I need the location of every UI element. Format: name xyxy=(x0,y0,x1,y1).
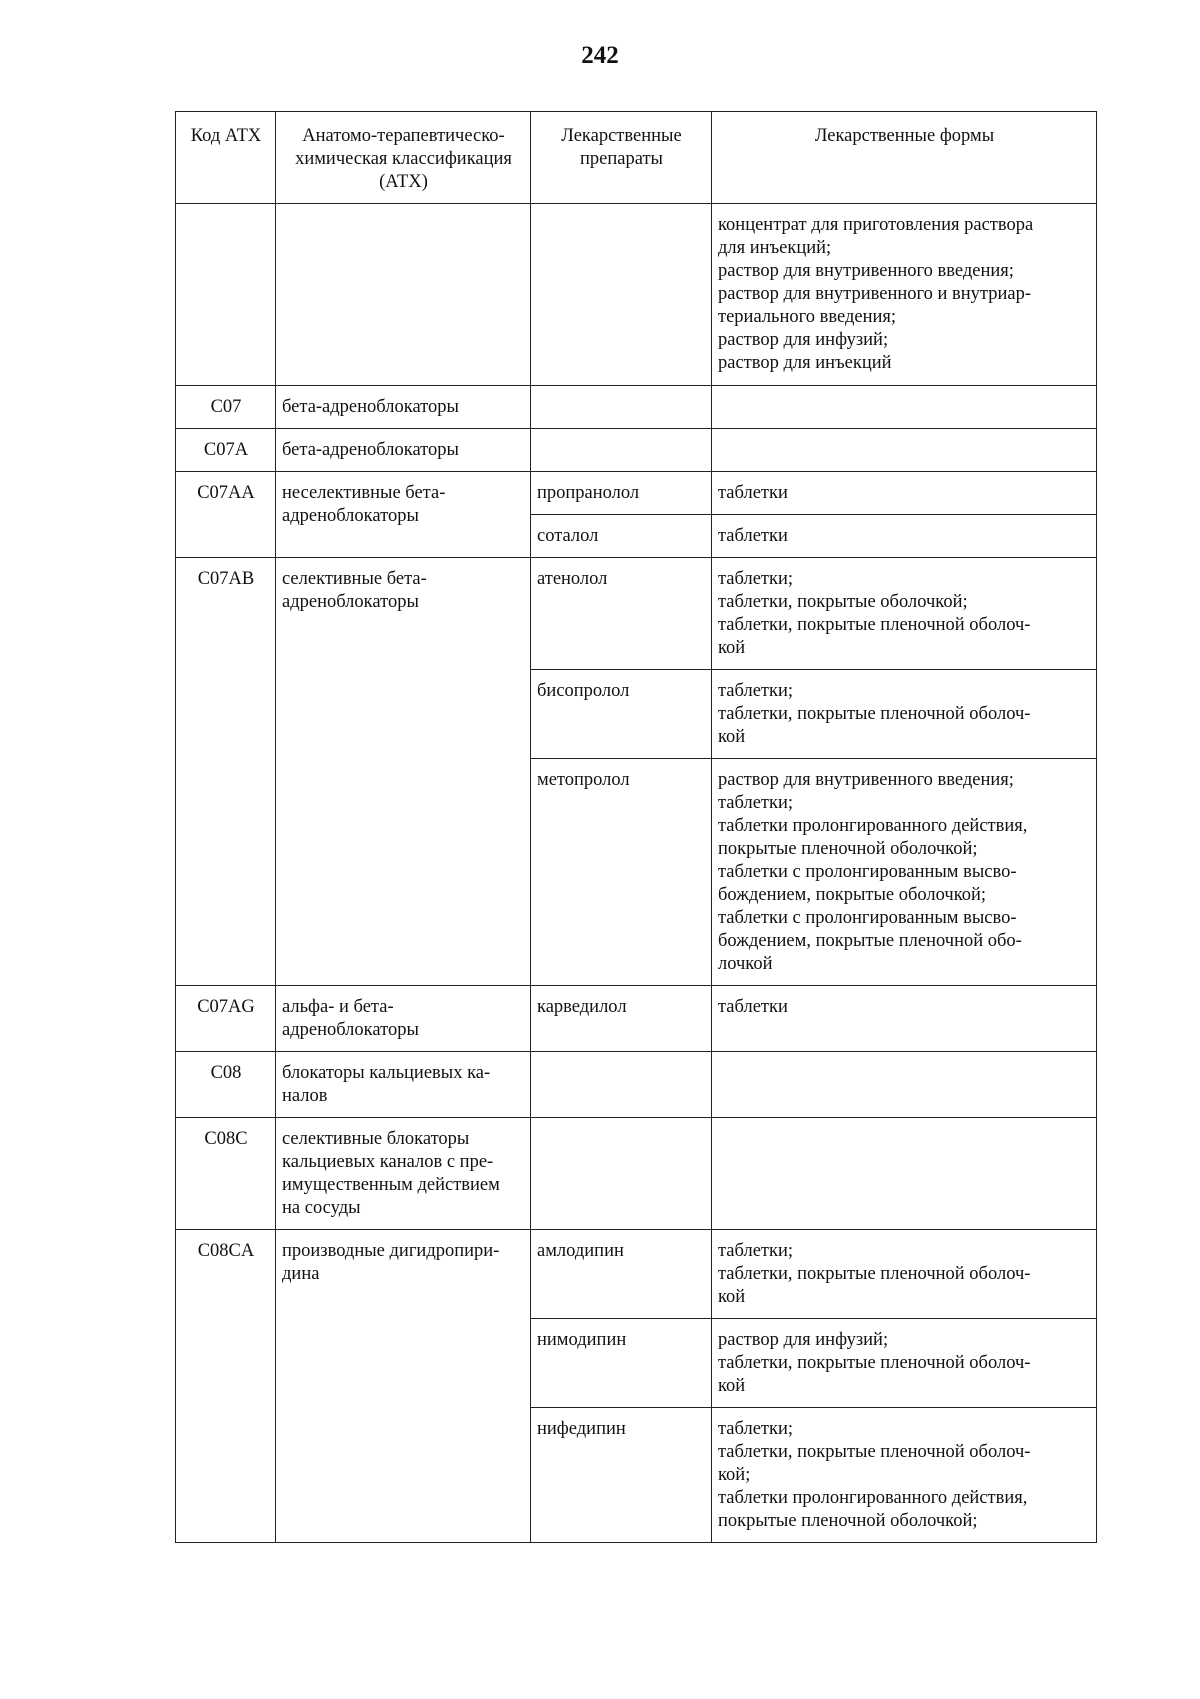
forms-cell: раствор для инфузий; таблетки, покрытые пленочной оболоч- кой xyxy=(712,1319,1097,1408)
code-cell: C08C xyxy=(176,1118,276,1230)
forms-cell: таблетки; таблетки, покрытые пленочной оболоч- кой xyxy=(712,1230,1097,1319)
table-row xyxy=(176,472,1097,515)
forms-cell xyxy=(712,386,1097,429)
forms-cell: таблетки; таблетки, покрытые пленочной оболоч- кой; таблетки пролонгированного действия, покрытые пленочной оболочкой; xyxy=(712,1408,1097,1543)
code-cell: C08 xyxy=(176,1052,276,1118)
table-header-row xyxy=(176,112,1097,204)
classification-cell: альфа- и бета- адреноблокаторы xyxy=(276,986,531,1052)
classification-cell xyxy=(276,204,531,386)
forms-cell xyxy=(712,1052,1097,1118)
table-row xyxy=(176,386,1097,429)
atc-table xyxy=(175,111,1097,1543)
forms-cell: таблетки; таблетки, покрытые пленочной оболоч- кой xyxy=(712,670,1097,759)
drug-cell xyxy=(531,386,712,429)
header-forms: Лекарственные формы xyxy=(712,112,1097,204)
header-drugs: Лекарственные препараты xyxy=(531,112,712,204)
code-cell: C07AA xyxy=(176,472,276,558)
table-row xyxy=(176,1052,1097,1118)
table-row xyxy=(176,1118,1097,1230)
drug-cell: пропранолол xyxy=(531,472,712,515)
forms-cell: таблетки xyxy=(712,472,1097,515)
classification-cell: блокаторы кальциевых ка- налов xyxy=(276,1052,531,1118)
header-classification: Анатомо-терапевтическо- химическая классификация (АТХ) xyxy=(276,112,531,204)
classification-cell: селективные блокаторы кальциевых каналов с пре- имущественным действием на сосуды xyxy=(276,1118,531,1230)
table-row xyxy=(176,1230,1097,1319)
drug-cell xyxy=(531,429,712,472)
drug-cell: нифедипин xyxy=(531,1408,712,1543)
code-cell: C08CA xyxy=(176,1230,276,1543)
drug-cell: соталол xyxy=(531,515,712,558)
classification-cell: неселективные бета- адреноблокаторы xyxy=(276,472,531,558)
table-row xyxy=(176,204,1097,386)
forms-cell: концентрат для приготовления раствора для инъекций; раствор для внутривенного введения; раствор для внутривенного и внутриар- териального введения; раствор для инфузий; раствор для инъекций xyxy=(712,204,1097,386)
drug-cell: бисопролол xyxy=(531,670,712,759)
classification-cell: бета-адреноблокаторы xyxy=(276,429,531,472)
code-cell: C07AG xyxy=(176,986,276,1052)
drug-cell: атенолол xyxy=(531,558,712,670)
drug-cell xyxy=(531,1118,712,1230)
drug-cell: метопролол xyxy=(531,759,712,986)
code-cell: C07AB xyxy=(176,558,276,986)
forms-cell xyxy=(712,429,1097,472)
classification-cell: бета-адреноблокаторы xyxy=(276,386,531,429)
drug-cell xyxy=(531,204,712,386)
forms-cell: таблетки; таблетки, покрытые оболочкой; таблетки, покрытые пленочной оболоч- кой xyxy=(712,558,1097,670)
header-code: Код АТХ xyxy=(176,112,276,204)
code-cell: C07 xyxy=(176,386,276,429)
forms-cell: раствор для внутривенного введения; таблетки; таблетки пролонгированного действия, покрытые пленочной оболочкой; таблетки с пролонгированным высво- бождением, покрытые оболочкой; таблетки с пролонгированным высво- бождением, покрытые пленочной обо- лочкой xyxy=(712,759,1097,986)
forms-cell xyxy=(712,1118,1097,1230)
drug-cell: нимодипин xyxy=(531,1319,712,1408)
table-row xyxy=(176,429,1097,472)
drug-cell xyxy=(531,1052,712,1118)
code-cell: C07A xyxy=(176,429,276,472)
classification-cell: селективные бета- адреноблокаторы xyxy=(276,558,531,986)
page-number: 242 xyxy=(581,42,619,69)
drug-cell: карведилол xyxy=(531,986,712,1052)
code-cell xyxy=(176,204,276,386)
table-row xyxy=(176,986,1097,1052)
classification-cell: производные дигидропири- дина xyxy=(276,1230,531,1543)
drug-cell: амлодипин xyxy=(531,1230,712,1319)
forms-cell: таблетки xyxy=(712,986,1097,1052)
forms-cell: таблетки xyxy=(712,515,1097,558)
table-row xyxy=(176,558,1097,670)
